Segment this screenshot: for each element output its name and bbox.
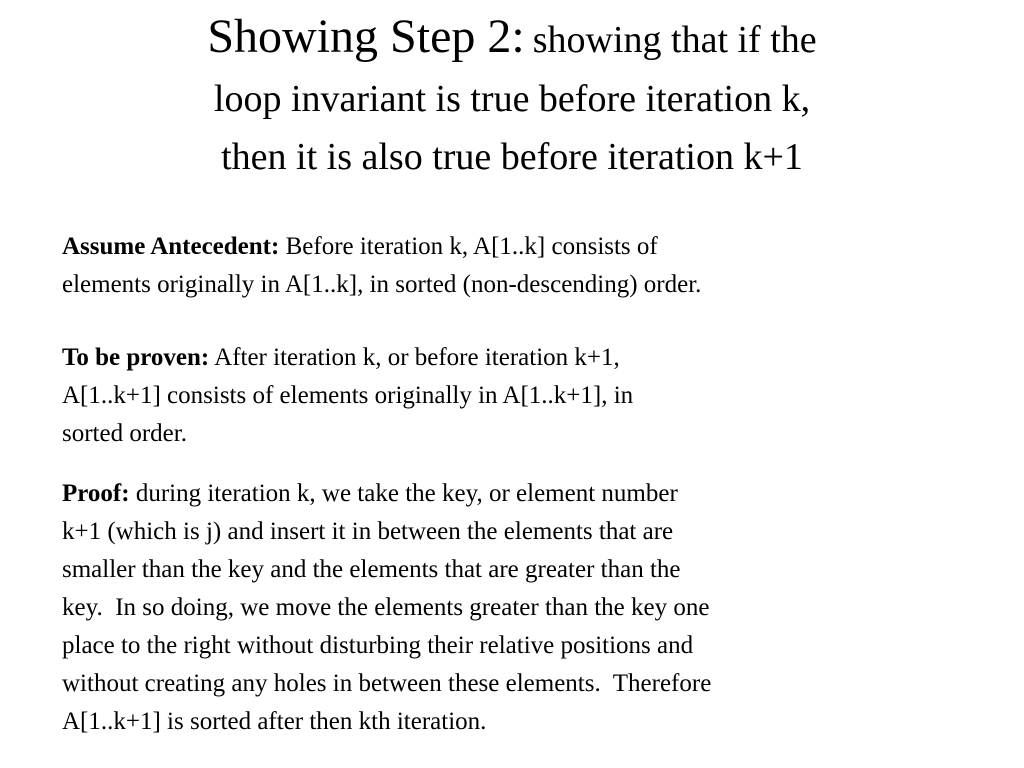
proof-line-2: k+1 (which is j) and insert it in between the elements that are bbox=[62, 518, 674, 545]
assume-line-1-text: Before iteration k, A[1..k] consists of bbox=[285, 233, 658, 260]
title-lead: Showing Step 2: bbox=[207, 10, 525, 63]
proven-line-3: sorted order. bbox=[62, 420, 187, 447]
to-be-proven-label: To be proven: bbox=[62, 344, 210, 371]
proven-line-2: A[1..k+1] consists of elements originally in A[1..k+1], in bbox=[62, 382, 634, 409]
to-be-proven-paragraph bbox=[62, 339, 962, 453]
assume-line-1 bbox=[62, 228, 962, 266]
proof-line-1-text: during iteration k, we take the key, or element number bbox=[135, 480, 678, 507]
proven-line-1 bbox=[62, 339, 962, 377]
title-line-1-rest: showing that if the bbox=[532, 19, 817, 61]
assume-line-2: elements originally in A[1..k], in sorted (non-descending) order. bbox=[62, 271, 702, 298]
slide-title bbox=[60, 8, 964, 186]
title-line-1 bbox=[60, 8, 964, 70]
proven-line-1-text: After iteration k, or before iteration k+1, bbox=[214, 344, 620, 371]
proof-line-3: smaller than the key and the elements that are greater than the bbox=[62, 556, 681, 583]
assume-antecedent-paragraph bbox=[62, 228, 962, 304]
proof-line-6: without creating any holes in between these elements. Therefore bbox=[62, 670, 712, 697]
proof-line-1 bbox=[62, 475, 962, 513]
proof-line-7: A[1..k+1] is sorted after then kth iteration. bbox=[62, 708, 487, 735]
title-line-3: then it is also true before iteration k+1 bbox=[221, 136, 803, 178]
proof-label: Proof: bbox=[62, 480, 130, 507]
proof-line-4: key. In so doing, we move the elements greater than the key one bbox=[62, 594, 710, 621]
proof-line-5: place to the right without disturbing their relative positions and bbox=[62, 632, 694, 659]
proof-paragraph bbox=[62, 475, 962, 741]
title-line-2: loop invariant is true before iteration k, bbox=[213, 78, 811, 120]
assume-label: Assume Antecedent: bbox=[62, 233, 280, 260]
